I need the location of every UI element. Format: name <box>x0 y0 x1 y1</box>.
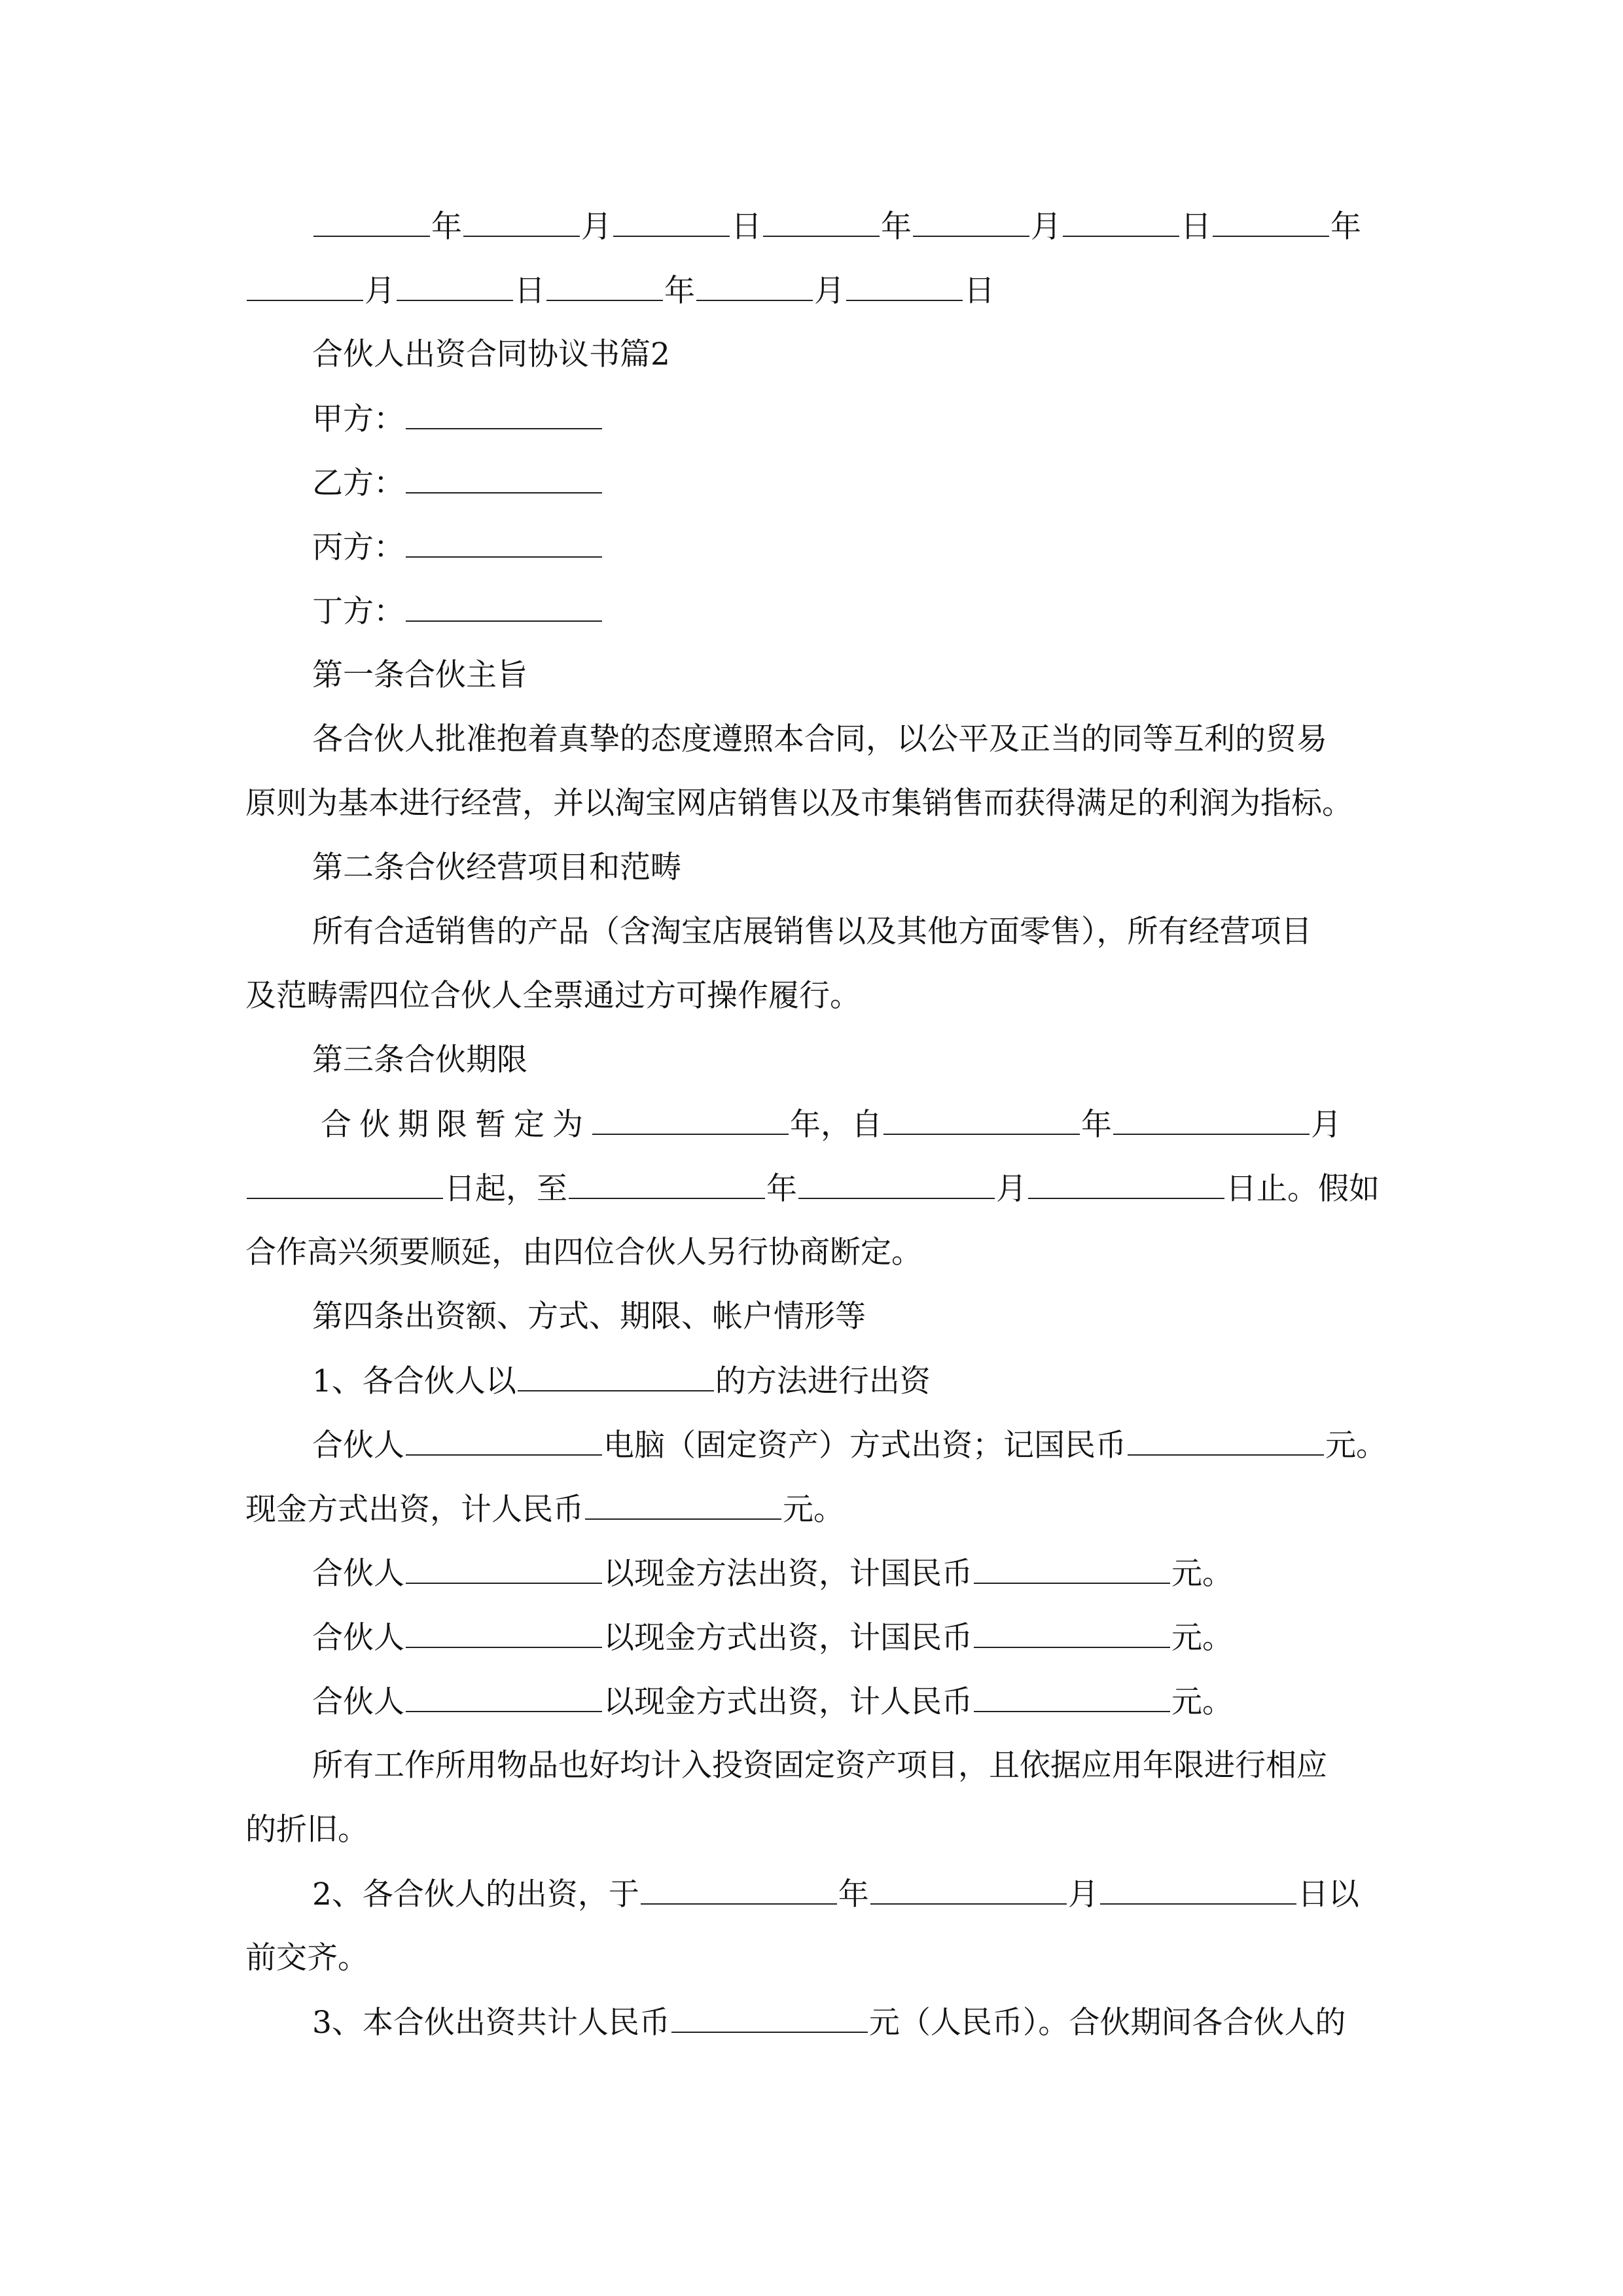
article-4-title: 第四条出资额、方式、期限、帐户情形等 <box>312 1299 866 1335</box>
item-text: 现金方式出资，计人民币 <box>245 1492 584 1528</box>
article-3-line-3: 合作高兴须要顺延，由四位合伙人另行协商断定。 <box>245 1234 922 1270</box>
blank-field[interactable] <box>518 1361 714 1391</box>
blank-field[interactable] <box>1213 207 1329 237</box>
blank-field[interactable] <box>974 1554 1170 1584</box>
party-row-a <box>312 399 603 439</box>
item-text: 元。 <box>1171 1620 1233 1656</box>
term-text: 月 <box>996 1171 1027 1207</box>
date-unit: 月 <box>581 209 612 245</box>
item-text: 元（人民币）。合伙期间各合伙人的 <box>868 2005 1346 2041</box>
date-unit: 年 <box>881 209 912 245</box>
article-1-line-1: 各合伙人批准抱着真挚的态度遵照本合同，以公平及正当的同等互利的贸易 <box>312 721 1327 757</box>
date-unit: 日 <box>964 273 995 309</box>
date-unit: 日 <box>1181 209 1211 245</box>
partner-contribution-1-cont <box>245 1490 844 1529</box>
item-text: 元。 <box>1171 1684 1233 1720</box>
item-text: 2、各合伙人的出资，于 <box>312 1876 639 1912</box>
item-text: 合伙人 <box>312 1620 404 1656</box>
blank-field[interactable] <box>406 1618 602 1648</box>
blank-field[interactable] <box>763 207 880 237</box>
article-3-line-2 <box>245 1169 1380 1208</box>
item-text: 3、本合伙出资共计人民币 <box>312 2005 670 2041</box>
blank-field[interactable] <box>671 2003 868 2033</box>
blank-field[interactable] <box>1100 1874 1296 1905</box>
assets-line-2: 的折旧。 <box>245 1812 368 1848</box>
article-4-item-2 <box>312 1874 1359 1914</box>
party-blank[interactable] <box>406 528 602 558</box>
party-label: 乙方： <box>312 465 404 501</box>
party-blank[interactable] <box>406 592 602 622</box>
term-text: 年，自 <box>790 1107 882 1143</box>
blank-field[interactable] <box>313 207 430 237</box>
date-unit: 日 <box>514 273 545 309</box>
partner-contribution-1 <box>312 1426 1387 1465</box>
item-text: 合伙人 <box>312 1427 404 1463</box>
blank-field[interactable] <box>798 1169 995 1199</box>
blank-field[interactable] <box>641 1874 837 1905</box>
party-blank[interactable] <box>406 399 602 429</box>
article-3-line-1 <box>321 1105 1342 1144</box>
article-2-line-1: 所有合适销售的产品（含淘宝店展销售以及其他方面零售），所有经营项目 <box>312 914 1312 950</box>
blank-field[interactable] <box>406 1554 602 1584</box>
party-label: 甲方： <box>312 401 404 437</box>
article-3-title: 第三条合伙期限 <box>312 1042 527 1078</box>
blank-field[interactable] <box>696 271 813 301</box>
item-text: 元。 <box>1171 1556 1233 1592</box>
date-unit: 月 <box>1031 209 1061 245</box>
term-text: 合伙期限暂定为 <box>321 1107 591 1143</box>
item-text: 合伙人 <box>312 1684 404 1720</box>
date-unit: 年 <box>431 209 462 245</box>
article-1-line-2: 原则为基本进行经营，并以淘宝网店销售以及市集销售而获得满足的利润为指标。 <box>245 785 1353 821</box>
item-text: 1、各合伙人以 <box>312 1363 516 1399</box>
blank-field[interactable] <box>613 207 730 237</box>
date-row-1 <box>312 207 1361 246</box>
article-4-item-2-cont: 前交齐。 <box>245 1940 368 1976</box>
date-unit: 日 <box>731 209 762 245</box>
blank-field[interactable] <box>974 1618 1170 1648</box>
party-row-c <box>312 528 603 567</box>
item-text: 元。 <box>1325 1427 1387 1463</box>
section-heading: 合伙人出资合同协议书篇2 <box>312 336 670 372</box>
party-row-b <box>312 463 603 503</box>
partner-contribution-2 <box>312 1554 1233 1593</box>
term-text: 日止。假如 <box>1226 1171 1380 1207</box>
article-4-item-1 <box>312 1361 931 1401</box>
blank-field[interactable] <box>846 271 963 301</box>
article-1-title: 第一条合伙主旨 <box>312 657 527 693</box>
blank-field[interactable] <box>592 1105 789 1135</box>
blank-field[interactable] <box>870 1874 1067 1905</box>
blank-field[interactable] <box>913 207 1029 237</box>
item-text: 电脑（固定资产）方式出资；记国民币 <box>603 1427 1126 1463</box>
item-text: 合伙人 <box>312 1556 404 1592</box>
blank-field[interactable] <box>1113 1105 1310 1135</box>
partner-contribution-4 <box>312 1682 1233 1721</box>
article-2-line-2: 及范畴需四位合伙人全票通过方可操作履行。 <box>245 978 861 1014</box>
blank-field[interactable] <box>247 1169 443 1199</box>
item-text: 年 <box>838 1876 869 1912</box>
item-text: 月 <box>1067 1876 1099 1912</box>
blank-field[interactable] <box>585 1490 781 1520</box>
blank-field[interactable] <box>569 1169 765 1199</box>
blank-field[interactable] <box>406 1426 602 1456</box>
partner-contribution-3 <box>312 1618 1233 1657</box>
assets-line-1: 所有工作所用物品也好均计入投资固定资产项目，且依据应用年限进行相应 <box>312 1748 1327 1784</box>
item-text: 以现金方法出资，计国民币 <box>603 1556 972 1592</box>
blank-field[interactable] <box>546 271 663 301</box>
date-unit: 月 <box>365 273 395 309</box>
blank-field[interactable] <box>1063 207 1179 237</box>
term-text: 年 <box>1081 1107 1112 1143</box>
term-text: 月 <box>1311 1107 1342 1143</box>
item-text: 以现金方式出资，计人民币 <box>603 1684 972 1720</box>
party-row-d <box>312 592 603 631</box>
article-2-title: 第二条合伙经营项目和范畴 <box>312 850 681 886</box>
item-text: 的方法进行出资 <box>715 1363 931 1399</box>
blank-field[interactable] <box>1128 1426 1324 1456</box>
article-4-item-3 <box>312 2003 1346 2042</box>
item-text: 以现金方式出资，计国民币 <box>603 1620 972 1656</box>
date-unit: 年 <box>1330 209 1361 245</box>
blank-field[interactable] <box>974 1682 1170 1712</box>
date-unit: 月 <box>814 273 845 309</box>
blank-field[interactable] <box>463 207 580 237</box>
blank-field[interactable] <box>883 1105 1080 1135</box>
party-label: 丁方： <box>312 594 404 630</box>
blank-field[interactable] <box>1028 1169 1224 1199</box>
blank-field[interactable] <box>397 271 513 301</box>
party-label: 丙方： <box>312 529 404 565</box>
term-text: 日起，至 <box>444 1171 567 1207</box>
party-blank[interactable] <box>406 463 602 493</box>
item-text: 日以 <box>1297 1876 1359 1912</box>
term-text: 年 <box>766 1171 797 1207</box>
item-text: 元。 <box>783 1492 844 1528</box>
date-row-2 <box>245 271 995 310</box>
blank-field[interactable] <box>406 1682 602 1712</box>
date-unit: 年 <box>664 273 695 309</box>
blank-field[interactable] <box>247 271 363 301</box>
